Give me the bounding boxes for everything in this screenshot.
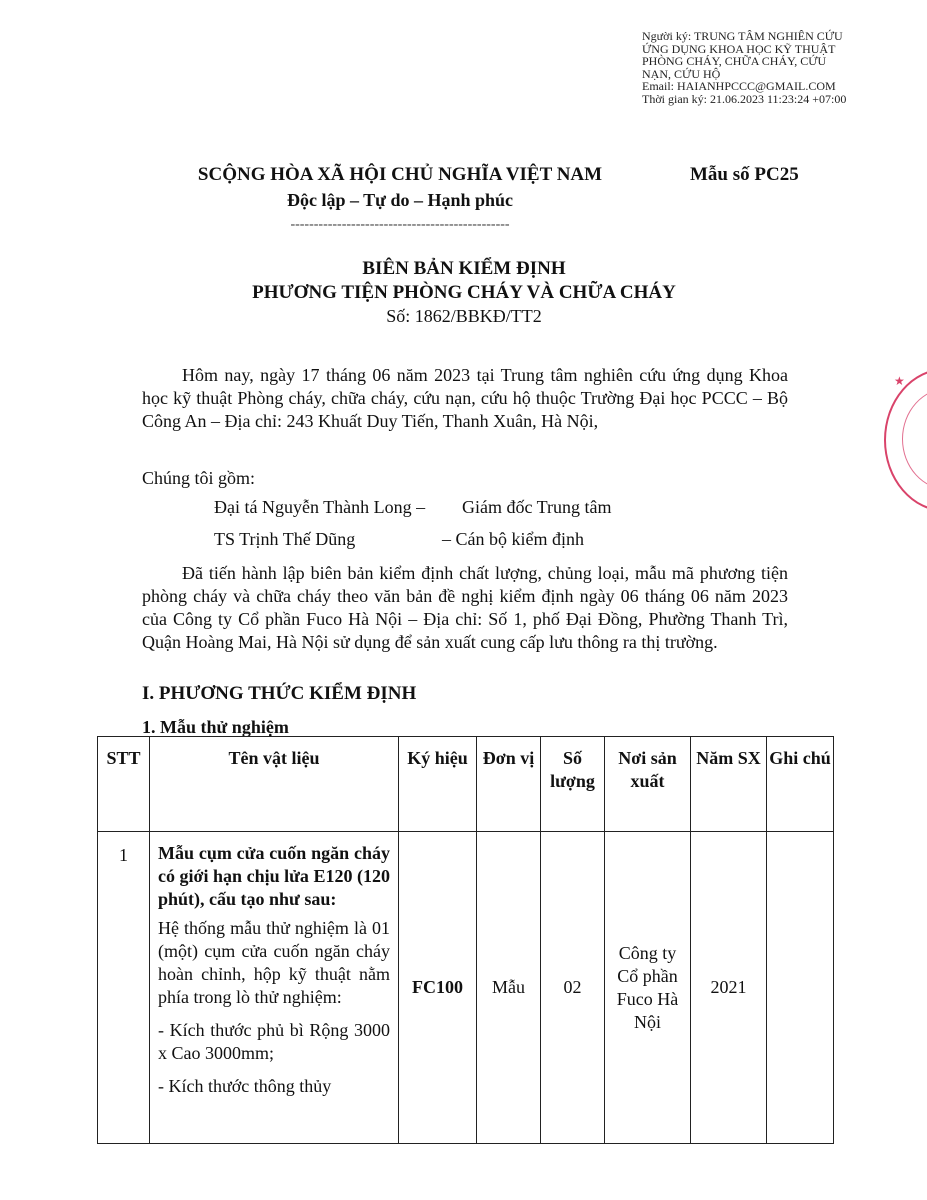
cell-stt: 1	[98, 832, 150, 1144]
signer-line: NẠN, CỨU HỘ	[642, 66, 721, 81]
digital-signature-block	[642, 30, 892, 105]
cell-unit: Mẫu	[477, 832, 541, 1144]
star-icon: ★	[894, 374, 905, 388]
title-line-2: PHƯƠNG TIỆN PHÒNG CHÁY VÀ CHỮA CHÁY	[252, 282, 676, 303]
table-header-row	[98, 737, 834, 832]
red-seal-stamp	[884, 368, 927, 512]
column-header: STT	[98, 737, 150, 832]
signer-email: Email: HAIANHPCCC@GMAIL.COM	[642, 79, 836, 93]
column-header: Đơn vị	[477, 737, 541, 832]
column-header: Năm SX	[691, 737, 767, 832]
member-name: TS Trịnh Thế Dũng	[214, 529, 356, 549]
section-heading: I. PHƯƠNG THỨC KIỂM ĐỊNH	[142, 683, 417, 704]
member-role: Giám đốc Trung tâm	[462, 497, 612, 517]
cell-producer	[605, 832, 691, 1144]
signing-time: Thời gian ký: 21.06.2023 11:23:24 +07:00	[642, 91, 847, 106]
national-motto: Độc lập – Tự do – Hạnh phúc	[286, 190, 514, 210]
material-dimension: - Kích thước thông thủy	[158, 1076, 332, 1096]
column-header: Số lượng	[541, 737, 605, 832]
column-header: Tên vật liệu	[150, 737, 399, 832]
member-role: – Cán bộ kiểm định	[442, 529, 584, 549]
subsection-heading: 1. Mẫu thử nghiệm	[142, 717, 289, 737]
producer-name: Công ty Cổ phần Fuco Hà Nội	[616, 942, 679, 1032]
cell-code: FC100	[399, 832, 477, 1144]
member-name: Đại tá Nguyễn Thành Long –	[214, 497, 426, 517]
document-title	[140, 258, 788, 327]
material-description: Hệ thống mẫu thử nghiệm là 01 (một) cụm cửa cuốn ngăn cháy hoàn chỉnh, hộp kỹ thuật nằm phía trong lò thử nghiệm:	[158, 918, 390, 1007]
national-header	[150, 164, 650, 233]
table-row	[98, 832, 834, 1144]
cell-note	[767, 832, 834, 1144]
column-header: Ký hiệu	[399, 737, 477, 832]
form-number: Mẫu số PC25	[690, 164, 799, 185]
cell-year: 2021	[691, 832, 767, 1144]
title-line-1: BIÊN BẢN KIỂM ĐỊNH	[362, 258, 566, 279]
sample-table	[97, 736, 834, 1144]
cell-material	[150, 832, 399, 1144]
signer-line: Người ký: TRUNG TÂM NGHIÊN CỨU	[642, 29, 843, 43]
header-separator: -----------------------------------------------	[290, 217, 510, 232]
signer-line: ỨNG DỤNG KHOA HỌC KỸ THUẬT	[642, 41, 836, 56]
material-dimension: - Kích thước phủ bì Rộng 3000 x Cao 3000mm;	[158, 1020, 390, 1063]
signer-line: PHÒNG CHÁY, CHỮA CHÁY, CỨU	[642, 54, 827, 68]
intro-paragraph: Hôm nay, ngày 17 tháng 06 năm 2023 tại Trung tâm nghiên cứu ứng dụng Khoa học kỹ thuật Phòng cháy, chữa cháy, cứu nạn, cứu hộ thuộc Trường Đại học PCCC – Bộ Công An – Địa chỉ: 243 Khuất Duy Tiến, Thanh Xuân, Hà Nội,	[142, 365, 788, 431]
cell-quantity: 02	[541, 832, 605, 1144]
nation-name: SCỘNG HÒA XÃ HỘI CHỦ NGHĨA VIỆT NAM	[197, 164, 603, 185]
statement-paragraph: Đã tiến hành lập biên bản kiểm định chất lượng, chủng loại, mẫu mã phương tiện phòng cháy và chữa cháy theo văn bản đề nghị kiểm định ngày 06 tháng 06 năm 2023 của Công ty Cổ phần Fuco Hà Nội – Địa chỉ: Số 1, phố Đại Đồng, Phường Thanh Trì, Quận Hoàng Mai, Hà Nội sử dụng để sản xuất cung cấp lưu thông ra thị trường.	[142, 563, 788, 652]
column-header: Ghi chú	[767, 737, 834, 832]
material-title: Mẫu cụm cửa cuốn ngăn cháy có giới hạn chịu lửa E120 (120 phút), cấu tạo như sau:	[158, 843, 390, 909]
seal-inner-ring	[902, 388, 927, 490]
column-header: Nơi sản xuất	[605, 737, 691, 832]
members-heading: Chúng tôi gồm:	[142, 468, 256, 488]
document-number: Số: 1862/BBKĐ/TT2	[386, 306, 542, 326]
